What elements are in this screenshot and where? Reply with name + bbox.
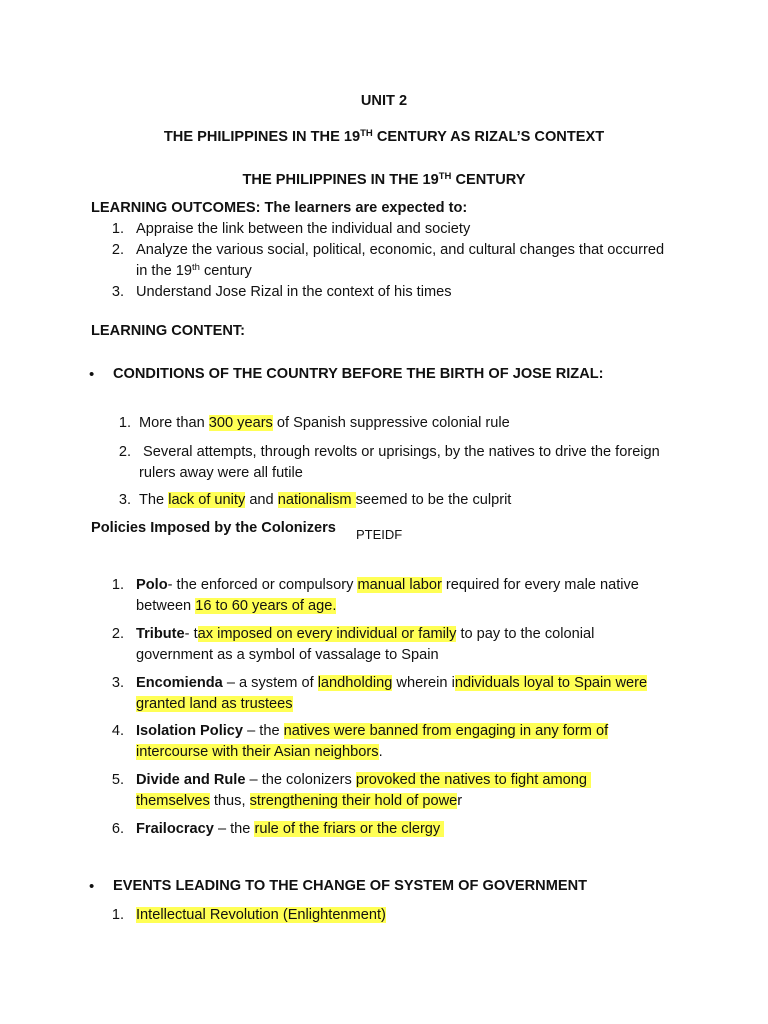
learning-outcomes-heading: LEARNING OUTCOMES: The learners are expected to: bbox=[91, 200, 468, 216]
document-page: UNIT 2 THE PHILIPPINES IN THE 19TH CENTURY AS RIZAL’S CONTEXT THE PHILIPPINES IN THE 19TH CENTURY LEARNING OUTCOMES: The learners are expected to: 1. Appraise the link between the individual and society 2. Analyze the various social, political, economic, and cultural changes that occurred in the 19th century 3. Understand Jose Rizal in the context of his times LEARNING CONTENT: • CONDITIONS OF THE COUNTRY BEFORE THE BIRTH OF JOSE RIZAL: 1. More than 300 years of Spanish suppressive colonial rule 2. Several attempts, through revolts or uprisings, by the natives to drive the foreign rulers away were all futile 3. The lack of unity and nationalism seemed to be the culprit Policies Imposed by the Colonizers PTEIDF 1. Polo- the enforced or compulsory manual labor required for every male native between 16 to 60 years of age. 2. Tribute- tax imposed on every individual or family to pay to the colonial government as a symbol of vassalage to Spain 3. Encomienda – a system of landholding wherein individuals loyal to Spain were granted land as trustees 4. Isolation Policy – the natives were banned from engaging in any form of intercourse with their Asian neighbors. 5. Divide and Rule – the colonizers provoked the natives to fight among themselves thus, strengthening their hold of power 6. Frailocracy – the rule of the friars or the clergy • EVENTS LEADING TO THE CHANGE OF SYSTEM OF GOVERNMENT 1. Intellectual Revolution (Enlightenment) bbox=[0, 0, 768, 1024]
bullet-icon: • bbox=[89, 878, 95, 895]
unit-label: UNIT 2 bbox=[360, 93, 408, 109]
policies-heading: Policies Imposed by the Colonizers bbox=[91, 520, 336, 536]
learning-content-heading: LEARNING CONTENT: bbox=[91, 323, 246, 339]
document-subtitle: THE PHILIPPINES IN THE 19TH CENTURY bbox=[242, 171, 526, 188]
bullet-icon: • bbox=[89, 366, 95, 383]
policies-acronym-note: PTEIDF bbox=[356, 527, 403, 542]
document-title: THE PHILIPPINES IN THE 19TH CENTURY AS RIZAL’S CONTEXT bbox=[163, 128, 605, 145]
